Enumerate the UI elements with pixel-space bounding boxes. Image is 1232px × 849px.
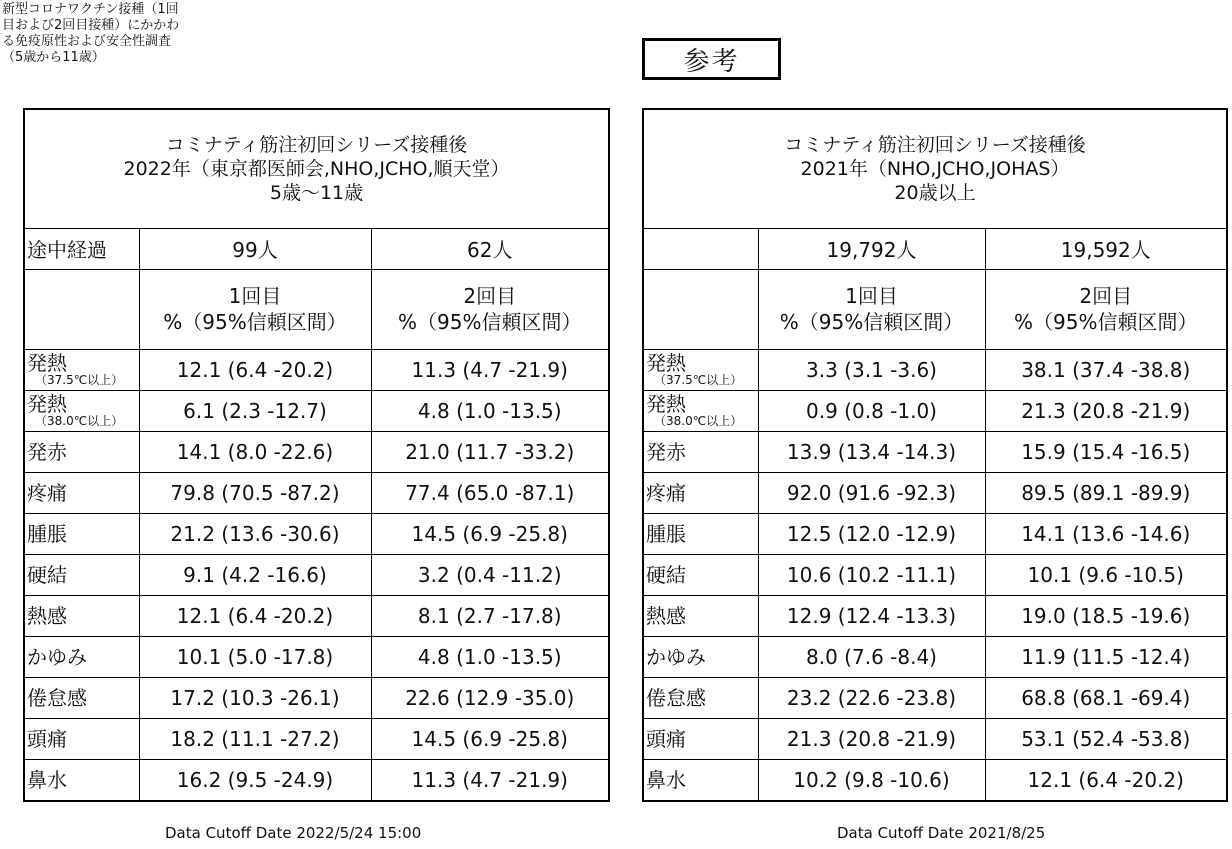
- symptom-name: かゆみ: [646, 645, 706, 670]
- table-row: [24, 719, 609, 760]
- dose2-value: 22.6 (12.9 -35.0): [371, 678, 609, 719]
- table-row: [643, 637, 1227, 678]
- symptom-name: 頭痛: [27, 727, 67, 752]
- symptom-name: 発熱: [646, 350, 686, 375]
- dose1-value: 13.9 (13.4 -14.3): [758, 431, 985, 472]
- dose2-value: 3.2 (0.4 -11.2): [371, 555, 609, 596]
- dose1-value: 10.1 (5.0 -17.8): [139, 637, 371, 678]
- dose1-value: 21.2 (13.6 -30.6): [139, 513, 371, 554]
- right-results-table: [642, 108, 1228, 802]
- dose1-value: 79.8 (70.5 -87.2): [139, 472, 371, 513]
- dose2-value: 21.0 (11.7 -33.2): [371, 431, 609, 472]
- data-cutoff-date: Data Cutoff Date 2022/5/24 15:00: [165, 824, 422, 842]
- symptom-label-cell: [24, 390, 139, 431]
- dose1-value: 16.2 (9.5 -24.9): [139, 760, 371, 801]
- symptom-label-cell: [643, 472, 758, 513]
- dose2-value: 53.1 (52.4 -53.8): [985, 719, 1227, 760]
- header-line-3: 20歳以上: [894, 181, 976, 204]
- header-line-2: 2022年（東京都医師会,NHO,JCHO,順天堂）: [123, 157, 510, 180]
- table-row: [24, 472, 609, 513]
- dose1-value: 21.3 (20.8 -21.9): [758, 719, 985, 760]
- table-row: [643, 431, 1227, 472]
- symptom-name: 発熱: [27, 350, 67, 375]
- table-row: [643, 760, 1227, 801]
- table-row: [24, 431, 609, 472]
- dose1-value: 8.0 (7.6 -8.4): [758, 637, 985, 678]
- dose2-value: 4.8 (1.0 -13.5): [371, 637, 609, 678]
- dose2-value: 14.5 (6.9 -25.8): [371, 513, 609, 554]
- dose1-value: 14.1 (8.0 -22.6): [139, 431, 371, 472]
- dose2-value: 8.1 (2.7 -17.8): [371, 596, 609, 637]
- left-results-table: [23, 108, 610, 802]
- table-row: [24, 596, 609, 637]
- symptom-name: 鼻水: [646, 768, 686, 793]
- table-header: [24, 109, 609, 228]
- symptom-label-cell: [643, 719, 758, 760]
- dose1-value: 18.2 (11.1 -27.2): [139, 719, 371, 760]
- table-row: [24, 390, 609, 431]
- dose2-value: 21.3 (20.8 -21.9): [985, 390, 1227, 431]
- count-dose2: 62人: [371, 228, 609, 269]
- symptom-threshold: （38.0℃以上）: [35, 413, 124, 428]
- blank-cell: [24, 269, 139, 349]
- symptom-label-cell: [643, 760, 758, 801]
- dose1-value: 3.3 (3.1 -3.6): [758, 349, 985, 390]
- dose1-label: 1回目: [228, 284, 282, 309]
- symptom-label-cell: [643, 349, 758, 390]
- table-row: [643, 596, 1227, 637]
- symptom-threshold: （37.5℃以上）: [35, 372, 124, 387]
- symptom-label-cell: [24, 760, 139, 801]
- dose2-label: 2回目: [1079, 284, 1133, 309]
- dose2-value: 38.1 (37.4 -38.8): [985, 349, 1227, 390]
- dose2-column-header: [371, 269, 609, 349]
- symptom-label-cell: [24, 472, 139, 513]
- symptom-label-cell: [643, 555, 758, 596]
- dose1-value: 17.2 (10.3 -26.1): [139, 678, 371, 719]
- count-dose1: 19,792人: [758, 228, 985, 269]
- table-row: [643, 472, 1227, 513]
- table-row: [643, 390, 1227, 431]
- table-row: [643, 719, 1227, 760]
- symptom-label-cell: [24, 513, 139, 554]
- dose2-value: 12.1 (6.4 -20.2): [985, 760, 1227, 801]
- dose1-value: 92.0 (91.6 -92.3): [758, 472, 985, 513]
- ci-label: %（95%信頼区間）: [779, 310, 964, 335]
- ci-label: %（95%信頼区間）: [163, 310, 347, 335]
- symptom-label-cell: [24, 596, 139, 637]
- symptom-label-cell: [643, 596, 758, 637]
- symptom-label-cell: [24, 349, 139, 390]
- dose2-value: 11.3 (4.7 -21.9): [371, 760, 609, 801]
- symptom-label-cell: [24, 431, 139, 472]
- dose2-value: 68.8 (68.1 -69.4): [985, 678, 1227, 719]
- symptom-label-cell: [643, 513, 758, 554]
- symptom-name: 頭痛: [646, 727, 686, 752]
- symptom-name: 硬結: [27, 563, 67, 588]
- table-row: [643, 349, 1227, 390]
- blank-cell: [643, 269, 758, 349]
- dose1-value: 0.9 (0.8 -1.0): [758, 390, 985, 431]
- symptom-threshold: （37.5℃以上）: [654, 372, 743, 387]
- dose1-value: 23.2 (22.6 -23.8): [758, 678, 985, 719]
- table-row: [643, 678, 1227, 719]
- dose2-value: 19.0 (18.5 -19.6): [985, 596, 1227, 637]
- dose2-value: 10.1 (9.6 -10.5): [985, 555, 1227, 596]
- symptom-name: 疼痛: [27, 480, 67, 505]
- dose1-value: 12.5 (12.0 -12.9): [758, 513, 985, 554]
- symptom-name: 倦怠感: [27, 686, 87, 711]
- dose2-value: 89.5 (89.1 -89.9): [985, 472, 1227, 513]
- symptom-name: 熱感: [27, 604, 67, 629]
- symptom-name: かゆみ: [27, 645, 87, 670]
- count-label: [643, 228, 758, 269]
- symptom-label-cell: [24, 678, 139, 719]
- symptom-name: 倦怠感: [646, 686, 706, 711]
- header-line-2: 2021年（NHO,JCHO,JOHAS）: [800, 157, 1070, 180]
- symptom-label-cell: [643, 637, 758, 678]
- symptom-name: 腫脹: [646, 522, 686, 547]
- dose2-value: 77.4 (65.0 -87.1): [371, 472, 609, 513]
- symptom-name: 硬結: [646, 563, 686, 588]
- dose2-value: 15.9 (15.4 -16.5): [985, 431, 1227, 472]
- table-row: [643, 555, 1227, 596]
- dose2-value: 11.9 (11.5 -12.4): [985, 637, 1227, 678]
- dose2-value: 4.8 (1.0 -13.5): [371, 390, 609, 431]
- dose1-value: 6.1 (2.3 -12.7): [139, 390, 371, 431]
- symptom-name: 発熱: [646, 391, 686, 416]
- dose1-label: 1回目: [845, 284, 898, 309]
- dose2-label: 2回目: [463, 284, 517, 309]
- table-row: [24, 349, 609, 390]
- dose2-value: 11.3 (4.7 -21.9): [371, 349, 609, 390]
- header-line-3: 5歳〜11歳: [269, 181, 364, 204]
- study-title-note: 新型コロナワクチン接種（1回 目および2回目接種）にかかわ る免疫原性および安全性調査 （5歳から11歳）: [2, 2, 180, 65]
- header-line-1: コミナティ筋注初回シリーズ接種後: [784, 133, 1086, 156]
- count-dose1: 99人: [139, 228, 371, 269]
- dose1-column-header: [758, 269, 985, 349]
- symptom-name: 熱感: [646, 604, 686, 629]
- dose2-value: 14.5 (6.9 -25.8): [371, 719, 609, 760]
- table-row: [24, 513, 609, 554]
- symptom-label-cell: [643, 390, 758, 431]
- symptom-name: 腫脹: [27, 522, 67, 547]
- symptom-label-cell: [24, 555, 139, 596]
- dose1-value: 12.9 (12.4 -13.3): [758, 596, 985, 637]
- ci-label: %（95%信頼区間）: [1014, 310, 1198, 335]
- header-line-1: コミナティ筋注初回シリーズ接種後: [165, 133, 468, 156]
- dose1-value: 10.6 (10.2 -11.1): [758, 555, 985, 596]
- table-row: [24, 678, 609, 719]
- symptom-label-cell: [643, 431, 758, 472]
- dose1-value: 12.1 (6.4 -20.2): [139, 349, 371, 390]
- table-row: [24, 760, 609, 801]
- count-dose2: 19,592人: [985, 228, 1227, 269]
- table-header: [643, 109, 1227, 228]
- dose1-value: 12.1 (6.4 -20.2): [139, 596, 371, 637]
- data-cutoff-date: Data Cutoff Date 2021/8/25: [837, 824, 1046, 842]
- dose1-value: 10.2 (9.8 -10.6): [758, 760, 985, 801]
- symptom-threshold: （38.0℃以上）: [654, 413, 743, 428]
- symptom-name: 発熱: [27, 391, 67, 416]
- symptom-name: 鼻水: [27, 768, 67, 793]
- dose1-value: 9.1 (4.2 -16.6): [139, 555, 371, 596]
- dose2-value: 14.1 (13.6 -14.6): [985, 513, 1227, 554]
- symptom-label-cell: [24, 719, 139, 760]
- symptom-name: 疼痛: [646, 480, 686, 505]
- symptom-label-cell: [643, 678, 758, 719]
- table-row: [24, 637, 609, 678]
- symptom-label-cell: [24, 637, 139, 678]
- dose1-column-header: [139, 269, 371, 349]
- symptom-name: 発赤: [27, 439, 67, 464]
- symptom-name: 発赤: [646, 439, 686, 464]
- ci-label: %（95%信頼区間）: [398, 310, 582, 335]
- table-row: [643, 513, 1227, 554]
- table-row: [24, 555, 609, 596]
- reference-label: 参考: [642, 38, 781, 80]
- dose2-column-header: [985, 269, 1227, 349]
- count-label: 途中経過: [24, 228, 139, 269]
